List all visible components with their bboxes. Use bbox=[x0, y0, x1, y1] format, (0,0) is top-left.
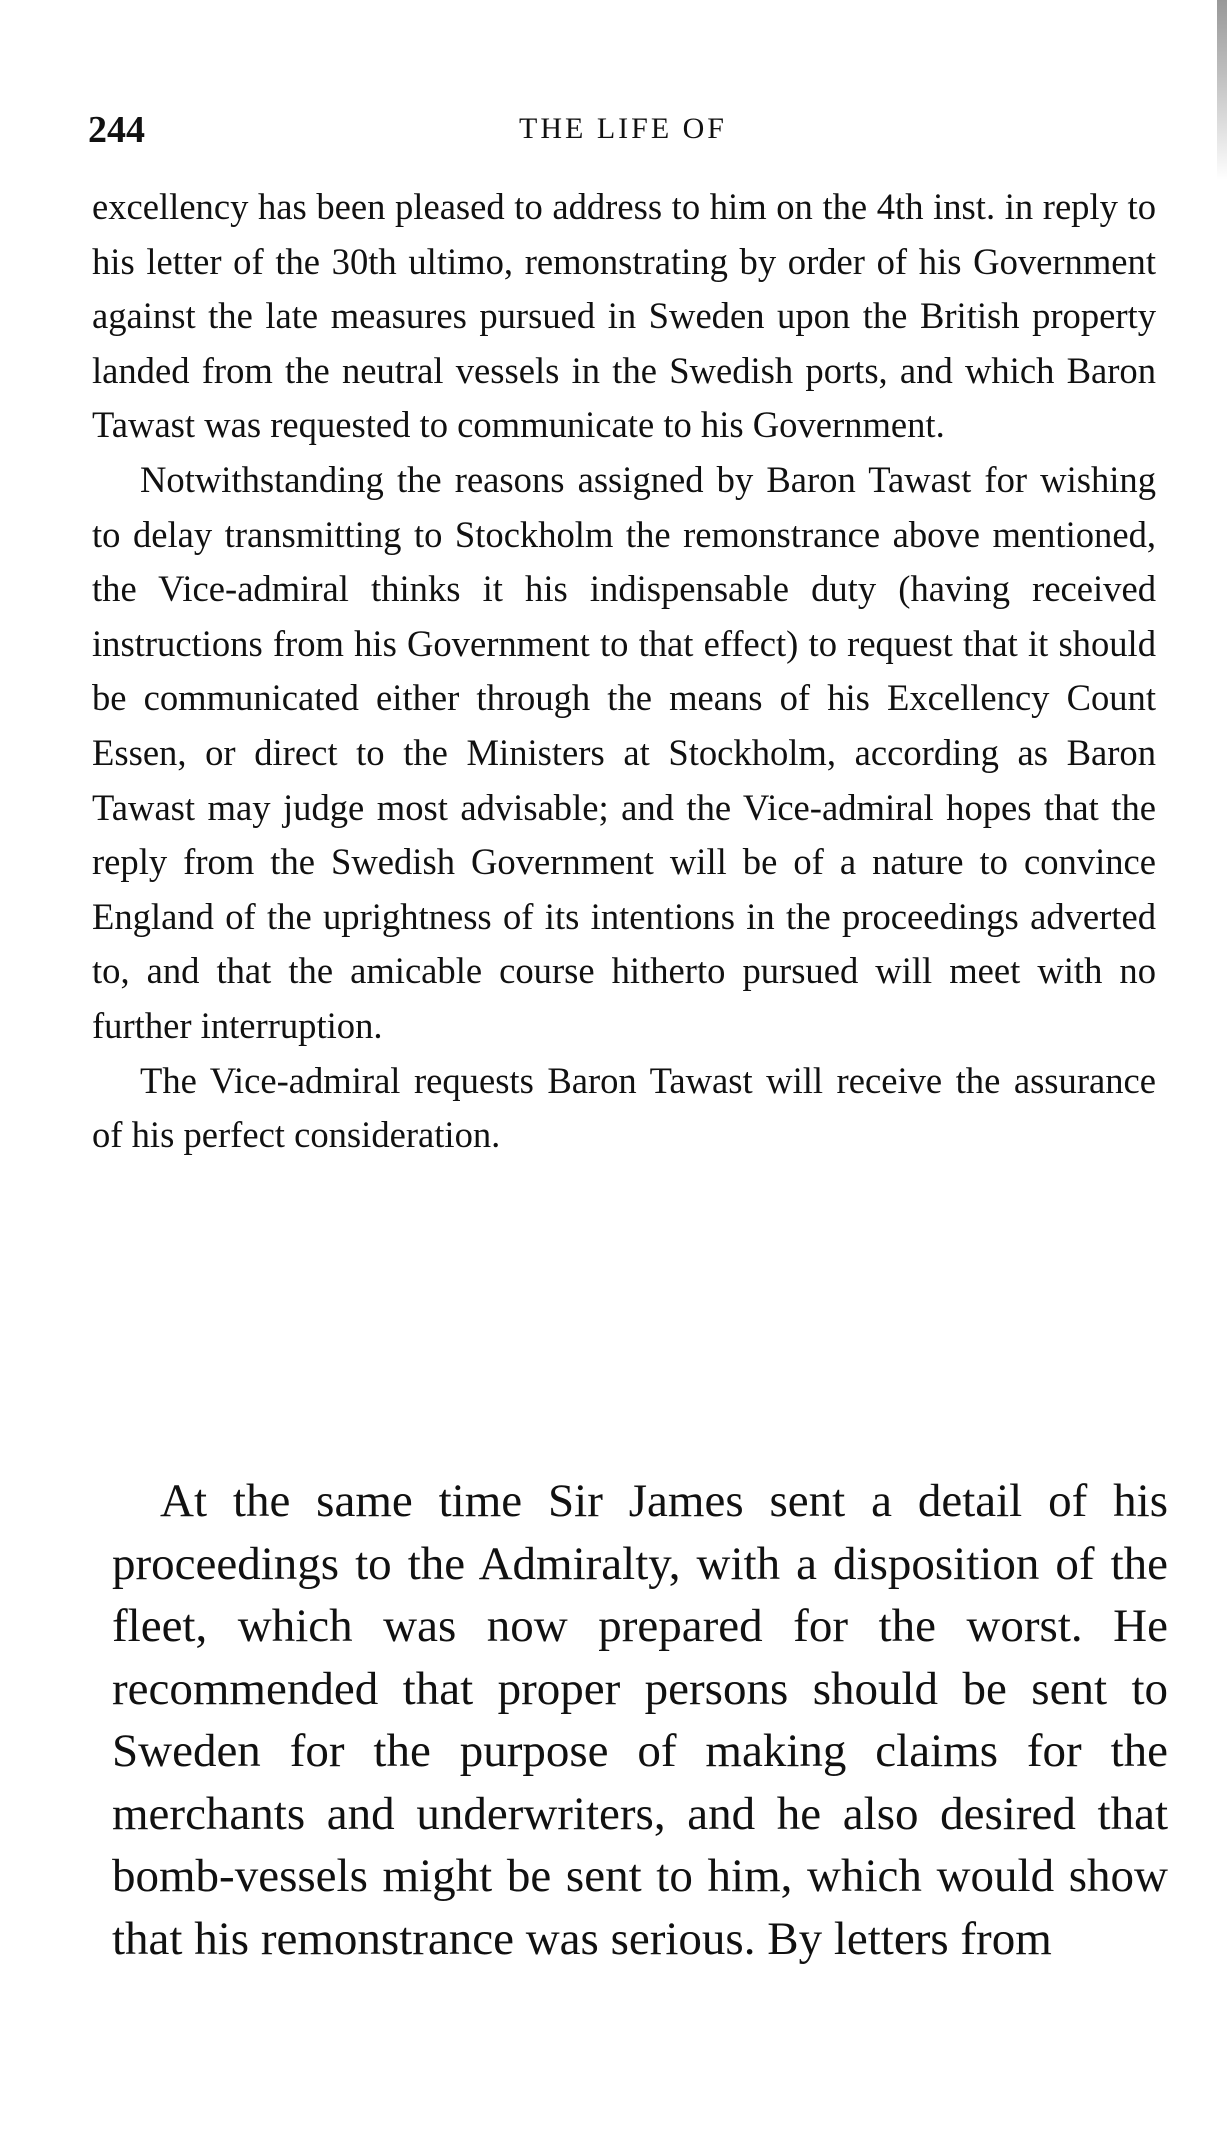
narrative-text bbox=[112, 1470, 1168, 1970]
quoted-letter bbox=[92, 180, 1156, 1163]
page-edge-shadow bbox=[1217, 0, 1227, 180]
page-header bbox=[88, 108, 1158, 156]
letter-paragraph-1: excellency has been pleased to address to him on the 4th inst. in reply to his letter of the 30th ultimo, remonstrating by order of his Government against the late measures pursued in Sweden upon the British property landed from the neutral vessels in the Swedish ports, and which Baron Tawast was requested to communicate to his Government. bbox=[92, 186, 1156, 446]
page-number: 244 bbox=[88, 109, 145, 151]
narrative-paragraph: At the same time Sir James sent a detail of his proceedings to the Admiralty, with a disposition of the fleet, which was now prepared for the worst. He recommended that proper persons should be sent to Sweden for the purpose of making claims for the merchants and underwriters, and he also desired that bomb-vessels might be sent to him, which would show that his remonstrance was serious. By letters from bbox=[112, 1475, 1168, 1965]
letter-paragraph-3: The Vice-admiral requests Baron Tawast will receive the assurance of his perfect consideration. bbox=[92, 1059, 1156, 1156]
running-head: THE LIFE OF bbox=[519, 112, 727, 145]
letter-paragraph-2: Notwithstanding the reasons assigned by Baron Tawast for wishing to delay transmitting to Stockholm the remonstrance above mentioned, the Vice-admiral thinks it his indispensable duty (having received instructions from his Government to that effect) to request that it should be communicated either through the means of his Excellency Count Essen, or direct to the Ministers at Stockholm, according as Baron Tawast may judge most advisable; and the Vice-admiral hopes that the reply from the Swedish Government will be of a nature to convince England of the uprightness of its intentions in the proceedings adverted to, and that the amicable course hitherto pursued will meet with no further interruption. bbox=[92, 458, 1156, 1046]
